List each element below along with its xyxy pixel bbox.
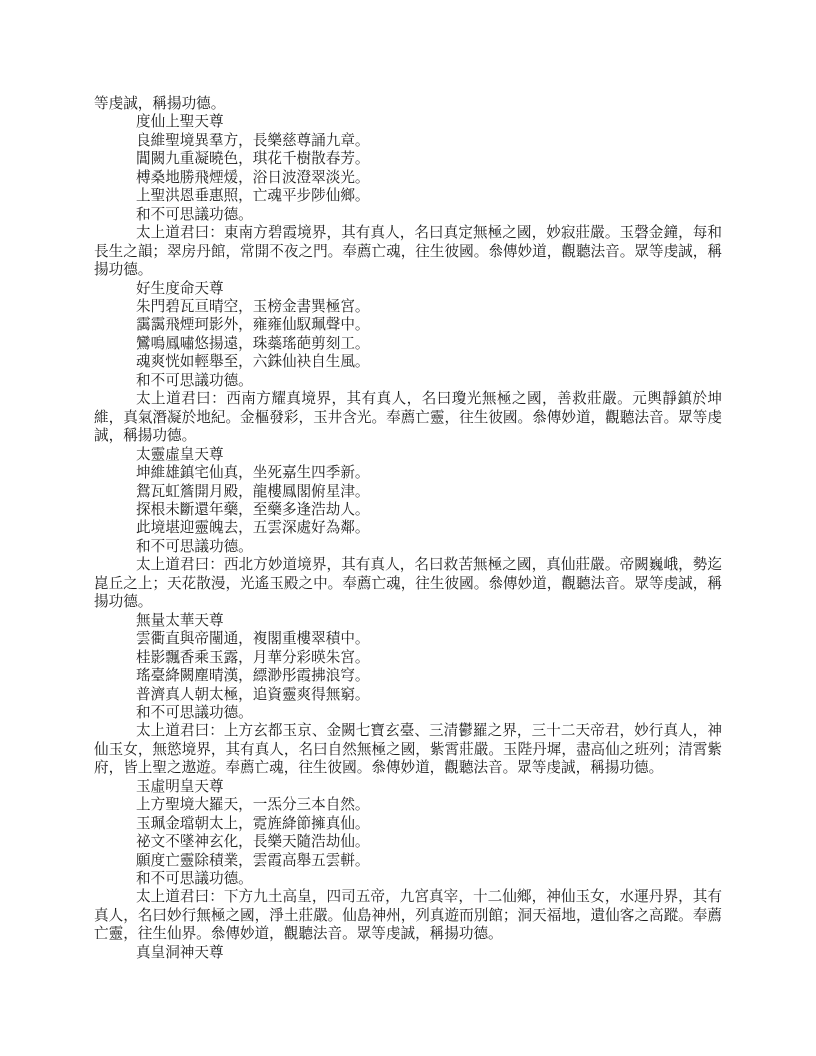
text-line: 玉珮金璫朝太上，霓旌絳節擁真仙。 [136,814,370,832]
text-line: 無量太華天尊 [136,611,224,629]
text-line: 上方聖境大羅天，一炁分三本自然。 [136,796,370,814]
text-line: 靄靄飛煙珂影外，雍雍仙馭珮聲中。 [136,316,370,334]
document-text-block [94,95,722,962]
text-line: 朱門碧瓦亘晴空，玉榜金書巽極宮。 [136,297,370,315]
text-line: 祕文不墜神玄化，長樂天隨浩劫仙。 [136,833,370,851]
text-line: 太上道君曰：西北方妙道境界，其有真人，名曰救苦無極之國，真仙莊嚴。帝闕巍峨，勢迄崑丘之上；天花散漫，光遙玉殿之中。奉薦亡魂，往生彼國。叅傳妙道，觀聽法音。眾等虔誠，稱揚功德。 [94,556,722,611]
text-line: 上聖洪恩垂惠照，亡魂平步陟仙鄉。 [136,187,370,205]
text-line: 魂爽恍如輕舉至，六銖仙袂自生風。 [136,353,370,371]
text-line: 閶闕九重凝曉色，琪花千樹散春芳。 [136,150,370,168]
text-line: 鴛瓦虹簷開月殿，龍樓鳳閣俯星津。 [136,482,370,500]
text-line: 好生度命天尊 [136,279,224,297]
text-line: 榑桑地勝飛煙煖，浴日波澄翠淡光。 [136,168,370,186]
text-line: 坤維雄鎮宅仙真，坐死嘉生四季新。 [136,464,370,482]
text-line: 良維聖境異羣方，長樂慈尊誦九章。 [136,131,370,149]
text-line: 普濟真人朝太極，追資靈爽得無窮。 [136,685,370,703]
text-line: 鸞鳴鳳嘯悠揚遠，珠蘂瑤葩剪刻工。 [136,334,370,352]
text-line: 桂影飄香乘玉露，月華分彩暎朱宮。 [136,648,370,666]
text-line: 此境堪迎靈魄去，五雲深處好為鄰。 [136,519,370,537]
text-line: 真皇洞神天尊 [136,943,224,961]
text-line: 太靈虛皇天尊 [136,445,224,463]
text-line: 太上道君曰：下方九土高皇，四司五帝，九宮真宰，十二仙鄉，神仙玉女，水運丹界，其有真人，名曰妙行無極之國，淨土莊嚴。仙島神州，列真遊而別館；洞天福地，遺仙客之高蹤。奉薦亡靈，往生仙界。叅傳妙道，觀聽法音。眾等虔誠，稱揚功德。 [94,888,722,943]
text-line: 和不可思議功德。 [136,870,253,888]
text-line: 和不可思議功德。 [136,703,253,721]
text-line: 太上道君曰：上方玄都玉京、金闕七寶玄臺、三清鬱羅之界，三十二天帝君，妙行真人，神仙玉女，無慾境界，其有真人，名曰自然無極之國，紫霄莊嚴。玉陛丹墀，盡高仙之班列；清霄紫府，皆上聖之遨遊。奉薦亡魂，往生彼國。叅傳妙道，觀聽法音。眾等虔誠，稱揚功德。 [94,722,722,777]
text-line: 太上道君曰：西南方耀真境界，其有真人，名曰瓊光無極之國，善救莊嚴。元輿靜鎮於坤維，真氣潛凝於地紀。金樞發彩，玉井含光。奉薦亡靈，往生彼國。叅傳妙道，觀聽法音。眾等虔誠，稱揚功德。 [94,390,722,445]
text-line: 和不可思議功德。 [136,205,253,223]
text-line: 探根未斷還年藥，至藥多逢浩劫人。 [136,500,370,518]
text-line: 太上道君曰：東南方碧霞境界，其有真人，名曰真定無極之國，妙寂莊嚴。玉磬金鐘，每和長生之韻；翠房丹館，常開不夜之門。奉薦亡魂，往生彼國。叅傳妙道，觀聽法音。眾等虔誠，稱揚功德。 [94,224,722,279]
text-line: 瑤臺絳闕塵晴漢，縹渺彤霞拂浪穹。 [136,667,370,685]
text-line: 度仙上聖天尊 [136,113,224,131]
text-line: 和不可思議功德。 [136,371,253,389]
text-line: 雲衢直與帝闉通，複閣重樓翠積中。 [136,630,370,648]
document-page [94,95,722,962]
text-line: 願度亡靈除積業，雲霞高舉五雲軿。 [136,851,370,869]
text-line: 玉虛明皇天尊 [136,777,224,795]
text-line: 等虔誠，稱揚功德。 [94,95,226,112]
text-line: 和不可思議功德。 [136,537,253,555]
